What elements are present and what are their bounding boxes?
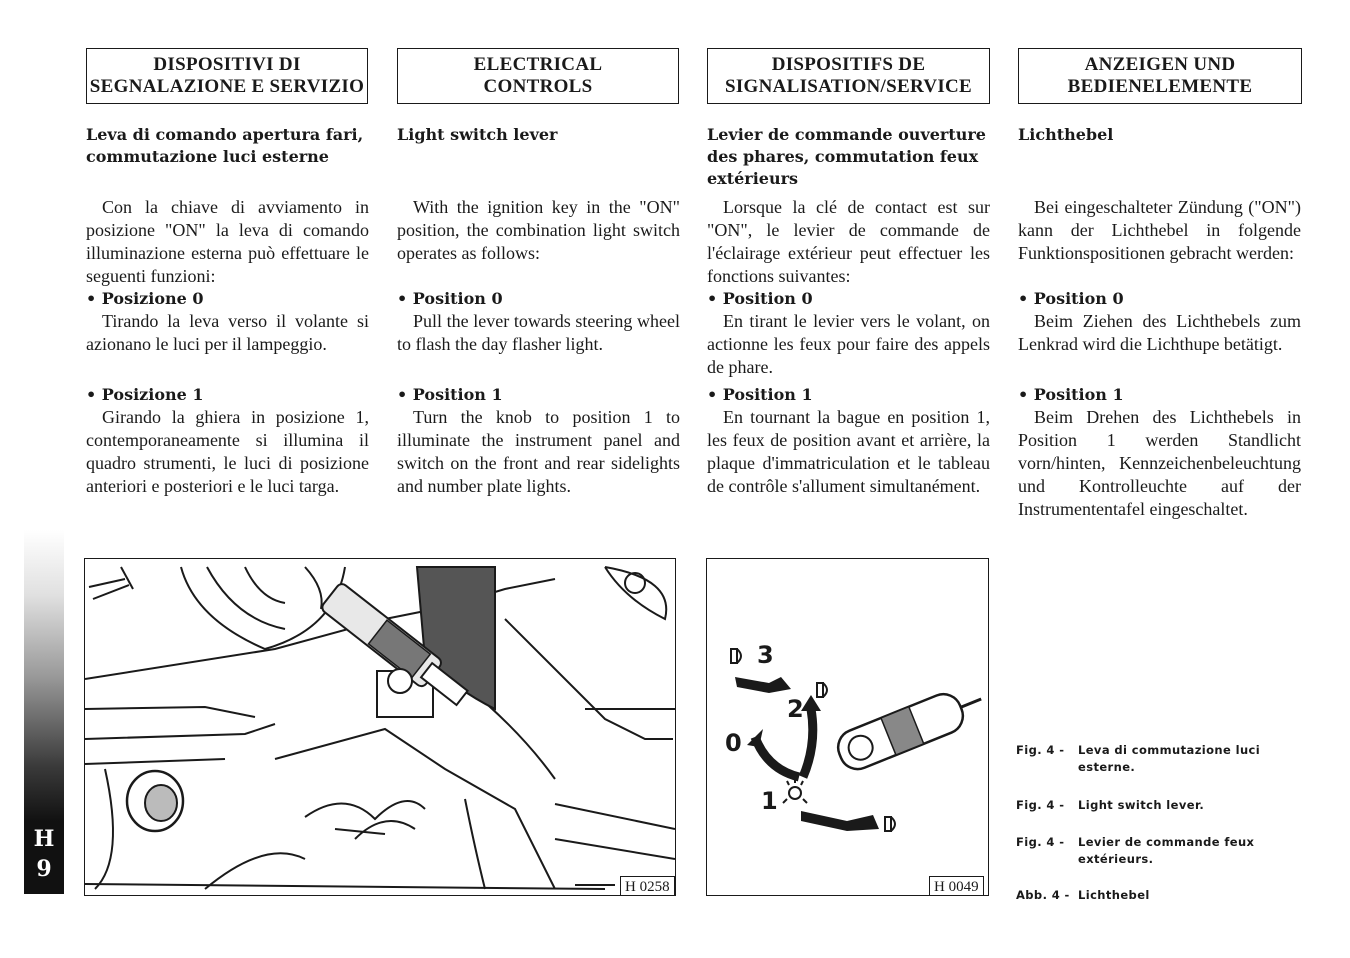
figure-dashboard-illustration [84,558,676,896]
position-label-2: 2 [787,695,804,723]
subtitle-german: Lichthebel [1018,125,1114,144]
switch-position-diagram [707,559,989,896]
position-label-0: 0 [725,729,742,757]
caption-french-text: Levier de commande feux extérieurs. [1078,835,1255,866]
header-english-text: ELECTRICAL CONTROLS [473,54,603,97]
caption-english-label: Fig. 4 - [1016,798,1065,812]
subtitle-english: Light switch lever [397,125,558,144]
intro-italian: Con la chiave di avviamento in posizione "ON" la leva di comando illuminazione esterna può effettuare le seguenti funzioni: [86,197,369,286]
column-german [1018,124,1301,521]
subtitle-french: Levier de commande ouverture des phares, commutation feux extérieurs [707,125,986,188]
caption-italian-label: Fig. 4 - [1016,743,1065,757]
header-german [1018,48,1302,104]
subtitle-italian: Leva di comando apertura fari, commutazione luci esterne [86,125,364,166]
column-french [707,124,990,498]
pos0-text-italian: Tirando la leva verso il volante si azionano le luci per il lampeggio. [86,311,369,354]
figure-switch-positions [706,558,989,896]
intro-english: With the ignition key in the "ON" position, the combination light switch operates as follows: [397,197,680,263]
caption-french-label: Fig. 4 - [1016,835,1065,849]
pos0-text-english: Pull the lever towards steering wheel to flash the day flasher light. [397,311,680,354]
pos1-title-italian: • Posizione 1 [86,385,204,404]
section-tab-letter: H [33,826,55,852]
section-tab-number: 9 [36,856,52,882]
caption-italian-text: Leva di commutazione luci esterne. [1078,743,1261,774]
position-label-1: 1 [761,787,778,815]
pos1-title-english: • Position 1 [397,385,503,404]
position-label-3: 3 [757,641,774,669]
column-english [397,124,680,498]
caption-german-label: Abb. 4 - [1016,888,1070,902]
header-italian-text: DISPOSITIVI DI SEGNALAZIONE E SERVIZIO [89,54,365,97]
pos1-text-french: En tournant la bague en position 1, les feux de position avant et arrière, la plaque d'immatriculation et le tableau de contrôle s'allument simultanément. [707,407,990,496]
pos1-text-english: Turn the knob to position 1 to illuminate the instrument panel and switch on the front and rear sidelights and number plate lights. [397,407,680,496]
dashboard-line-drawing [85,559,676,896]
pos1-title-french: • Position 1 [707,385,813,404]
pos0-title-english: • Position 0 [397,289,503,308]
figure-code-right: H 0049 [929,876,984,896]
header-english [397,48,679,104]
intro-french: Lorsque la clé de contact est sur "ON", le levier de commande de l'éclairage extérieur peut effectuer les fonctions suivantes: [707,197,990,286]
pos0-title-french: • Position 0 [707,289,813,308]
pos0-text-french: En tirant le levier vers le volant, on actionne les feux pour faire des appels de phare. [707,311,990,377]
pos1-text-italian: Girando la ghiera in posizione 1, contemporaneamente si illumina il quadro strumenti, le luci di posizione anteriori e posteriori e le luci targa. [86,407,369,496]
header-german-text: ANZEIGEN UND BEDIENELEMENTE [1067,54,1253,97]
caption-german-text: Lichthebel [1078,888,1150,902]
intro-german: Bei eingeschalteter Zündung ("ON") kann der Lichthebel in folgende Funktionspositionen gebracht werden: [1018,197,1301,263]
pos0-title-italian: • Posizione 0 [86,289,204,308]
caption-english [1016,797,1306,814]
caption-italian [1016,742,1306,776]
header-french [707,48,990,104]
caption-english-text: Light switch lever. [1078,798,1205,812]
column-italian [86,124,369,498]
caption-german [1016,887,1306,904]
pos1-title-german: • Position 1 [1018,385,1124,404]
pos0-title-german: • Position 0 [1018,289,1124,308]
header-french-text: DISPOSITIFS DE SIGNALISATION/SERVICE [724,54,973,97]
header-italian [86,48,368,104]
pos1-text-german: Beim Drehen des Lichthebels in Position 1 werden Standlicht vorn/hinten, Kennzeichenbeleuchtung und Kontrolleuchte auf der Instrumententafel eingeschaltet. [1018,407,1301,519]
pos0-text-german: Beim Ziehen des Lichthebels zum Lenkrad wird die Lichthupe betätigt. [1018,311,1301,354]
caption-french [1016,834,1306,868]
figure-code-left: H 0258 [620,876,675,896]
